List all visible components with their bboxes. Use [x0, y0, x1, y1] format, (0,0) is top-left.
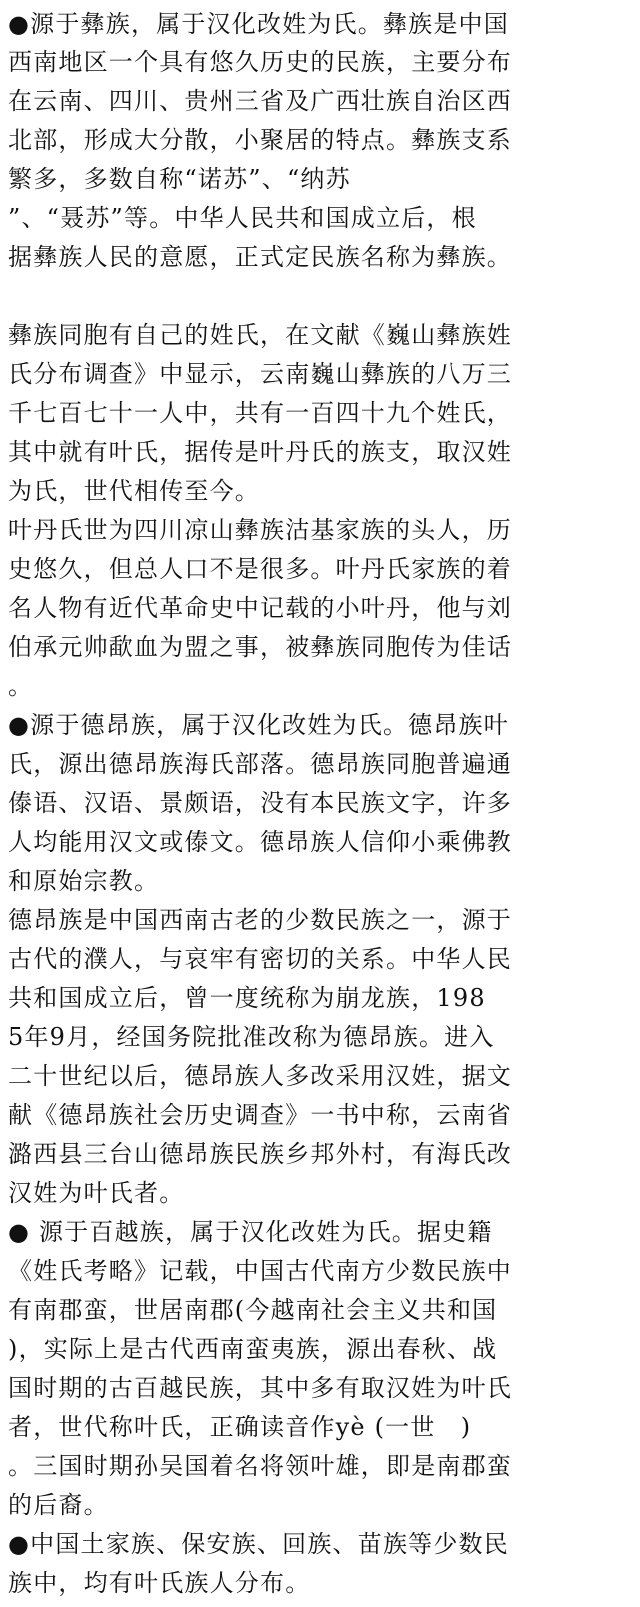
- text-line: 二十世纪以后，德昂族人多改采用汉姓，据文: [8, 1062, 512, 1090]
- text-line: ● 源于百越族，属于汉化改姓为氏。据史籍: [8, 1218, 493, 1246]
- text-line: 的后裔。: [8, 1491, 109, 1519]
- text-line: 伯承元帅歃血为盟之事，被彝族同胞传为佳话: [8, 633, 512, 661]
- text-line: 德昂族是中国西南古老的少数民族之一，源于: [8, 906, 512, 934]
- text-line: 有南郡蛮，世居南郡(今越南社会主义共和国: [8, 1296, 498, 1324]
- text-line: 叶丹氏世为四川凉山彝族沽基家族的头人，历: [8, 516, 512, 544]
- text-line: 献《德昂族社会历史调查》一书中称，云南省: [8, 1101, 512, 1129]
- text-line: 人均能用汉文或傣文。德昂族人信仰小乘佛教: [8, 828, 512, 856]
- text-line: 国时期的古百越民族，其中多有取汉姓为叶氏: [8, 1374, 512, 1402]
- text-line: 5年9月，经国务院批准改称为德昂族。进入: [8, 1023, 495, 1051]
- text-line: 名人物有近代革命史中记载的小叶丹，他与刘: [8, 594, 512, 622]
- text-line: 彝族同胞有自己的姓氏，在文献《巍山彝族姓: [8, 321, 512, 349]
- text-line: 北部，形成大分散，小聚居的特点。彝族支系: [8, 126, 512, 154]
- text-line: 千七百七十一人中，共有一百四十九个姓氏，: [8, 399, 512, 427]
- text-line: 繁多，多数自称“诺苏”、“纳苏: [8, 165, 351, 193]
- text-line: ●中国土家族、保安族、回族、苗族等少数民: [8, 1530, 509, 1558]
- text-line: 《姓氏考略》记载，中国古代南方少数民族中: [8, 1257, 512, 1285]
- text-line: 其中就有叶氏，据传是叶丹氏的族支，取汉姓: [8, 438, 512, 466]
- text-line: 族中，均有叶氏族人分布。: [8, 1569, 311, 1597]
- text-line: 古代的濮人，与哀牢有密切的关系。中华人民: [8, 945, 512, 973]
- text-line: 汉姓为叶氏者。: [8, 1179, 185, 1207]
- text-line: ●源于彝族，属于汉化改姓为氏。彝族是中国: [8, 10, 509, 38]
- text-line: 史悠久，但总人口不是很多。叶丹氏家族的着: [8, 555, 512, 583]
- blank-line: [8, 276, 636, 316]
- text-line: 在云南、四川、贵州三省及广西壮族自治区西: [8, 87, 512, 115]
- text-line: 。: [8, 672, 34, 700]
- text-line: )，实际上是古代西南蛮夷族，源出春秋、战: [8, 1335, 498, 1363]
- text-line: 据彝族人民的意愿，正式定民族名称为彝族。: [8, 243, 512, 271]
- text-line: 为氏，世代相传至今。: [8, 477, 260, 505]
- text-line: 潞西县三台山德昂族民族乡邦外村，有海氏改: [8, 1140, 512, 1168]
- text-line: 氏分布调查》中显示，云南巍山彝族的八万三: [8, 360, 512, 388]
- text-line: 傣语、汉语、景颇语，没有本民族文字，许多: [8, 789, 512, 817]
- text-line: ●源于德昂族，属于汉化改姓为氏。德昂族叶: [8, 711, 509, 739]
- text-line: 和原始宗教。: [8, 867, 160, 895]
- text-line: ”、“聂苏”等。中华人民共和国成立后，根: [8, 204, 477, 232]
- text-line: 西南地区一个具有悠久历史的民族，主要分布: [8, 48, 512, 76]
- text-line: 。三国时期孙吴国着名将领叶雄，即是南郡蛮: [8, 1452, 512, 1480]
- text-line: 共和国成立后，曾一度统称为崩龙族，198: [8, 984, 486, 1012]
- text-line: 氏，源出德昂族海氏部落。德昂族同胞普遍通: [8, 750, 512, 778]
- text-line: 者，世代称叶氏，正确读音作yè (一世 ): [8, 1413, 472, 1441]
